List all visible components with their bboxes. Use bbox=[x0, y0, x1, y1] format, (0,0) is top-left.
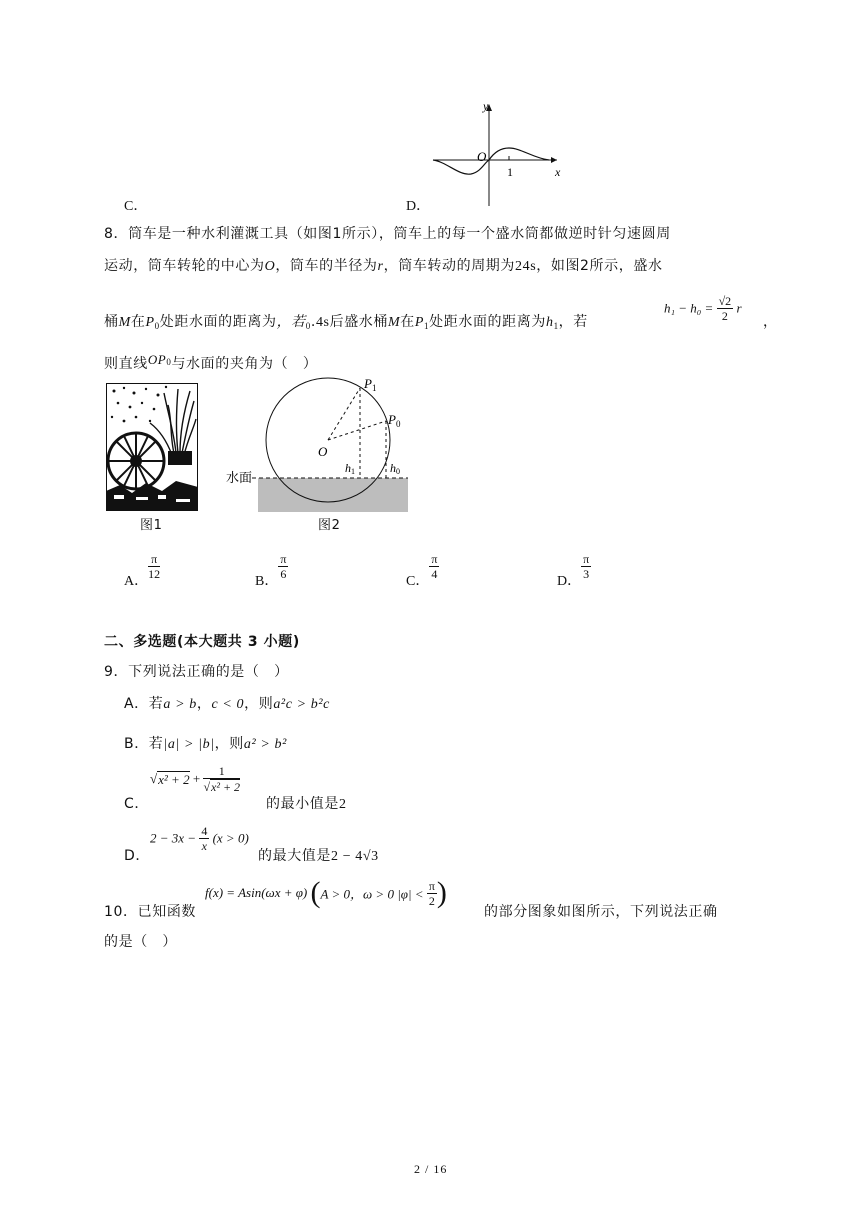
q9-option-d-label: D． bbox=[124, 848, 150, 864]
figure1-water-wheel-image bbox=[106, 383, 198, 511]
water-block bbox=[258, 478, 408, 512]
q8-option-d: D． $\frac{\pi}{3}$ bbox=[557, 552, 590, 589]
q9-option-c-text: 的最小值是2 bbox=[266, 796, 347, 812]
q9-stem: 9．下列说法正确的是（ ） bbox=[104, 664, 289, 680]
figure1-caption: 图1 bbox=[140, 518, 163, 533]
figure2-caption: 图2 bbox=[318, 518, 341, 533]
q8-stem-line2: 运动，筒车转轮的中心为O，筒车的半径为r，筒车转动的周期为24s，如图2所示，盛水 bbox=[104, 258, 663, 274]
q10-line2: 的是（ ） bbox=[104, 934, 177, 950]
svg-text:P1: $P_1$ bbox=[364, 376, 377, 393]
q10-prefix: 10．已知函数 bbox=[104, 904, 197, 920]
q7-origin-label: O bbox=[477, 149, 487, 164]
q8-stem-line3: 桶M在$P_0$处距水面的距离为，若$_0$.4s后盛水桶M在$P_1$处距水面的距离为$h_1$，若 bbox=[104, 314, 588, 331]
q8-stem-line3-end: ， bbox=[763, 314, 778, 330]
svg-text:h1: h1 bbox=[345, 461, 355, 476]
q7-option-d-label: D． bbox=[406, 199, 431, 214]
q7-option-d-graph bbox=[425, 98, 570, 210]
q8-equation: h₁ − h₀ = $\frac{√2}{2}$ r bbox=[664, 294, 742, 323]
svg-text:水面: 水面 bbox=[226, 471, 253, 486]
section2-title: 二、多选题(本大题共 3 小题) bbox=[104, 634, 300, 650]
q8-option-a: A． $\frac{\pi}{12}$ bbox=[124, 552, 161, 589]
q8-stem-line1: 8．筒车是一种水利灌溉工具（如图1所示），筒车上的每一个盛水筒都做逆时针匀速圆周 bbox=[104, 226, 671, 242]
figure2-diagram bbox=[222, 376, 412, 516]
svg-text:O: O bbox=[318, 444, 328, 459]
q7-tick-label: 1 bbox=[507, 165, 513, 179]
q10-suffix: 的部分图象如图所示，下列说法正确 bbox=[484, 904, 718, 920]
q9-option-c-expr: √x² + 2 + $\frac{1}{\text{√x² + 2}}$ bbox=[150, 764, 241, 794]
q9-option-d-text: 的最大值是2 − 4√3 bbox=[258, 848, 379, 864]
q7-x-label: x bbox=[555, 165, 561, 179]
q9-option-b: B．若|a| > |b|，则a² > b² bbox=[124, 736, 287, 752]
q8-option-c: C． $\frac{\pi}{4}$ bbox=[406, 552, 438, 589]
q9-option-d-expr: 2 − 3x − $\frac{4}{x}$ (x > 0) bbox=[150, 824, 249, 853]
q9-option-c-label: C． bbox=[124, 796, 149, 812]
page-number: 2 / 16 bbox=[414, 1162, 448, 1176]
svg-text:P0: $P_0$ bbox=[388, 412, 401, 429]
q8-option-b: B． $\frac{\pi}{6}$ bbox=[255, 552, 287, 589]
q7-y-label: y bbox=[483, 99, 489, 113]
q7-option-c-label: C． bbox=[124, 199, 148, 214]
svg-text:h0: h0 bbox=[390, 461, 400, 476]
x-axis-arrow-icon bbox=[551, 157, 557, 163]
q10-function: f(x) = Asin(ωx + φ) (A > 0，ω > 0 |φ| < $\frac{\pi}{2}$ ) bbox=[205, 876, 447, 909]
q7-curve bbox=[433, 148, 549, 174]
q9-option-a: A．若a > b，c < 0，则a²c > b²c bbox=[124, 696, 330, 712]
q8-stem-line4: 则直线$OP^0$与水面的夹角为（ ） bbox=[104, 352, 318, 372]
